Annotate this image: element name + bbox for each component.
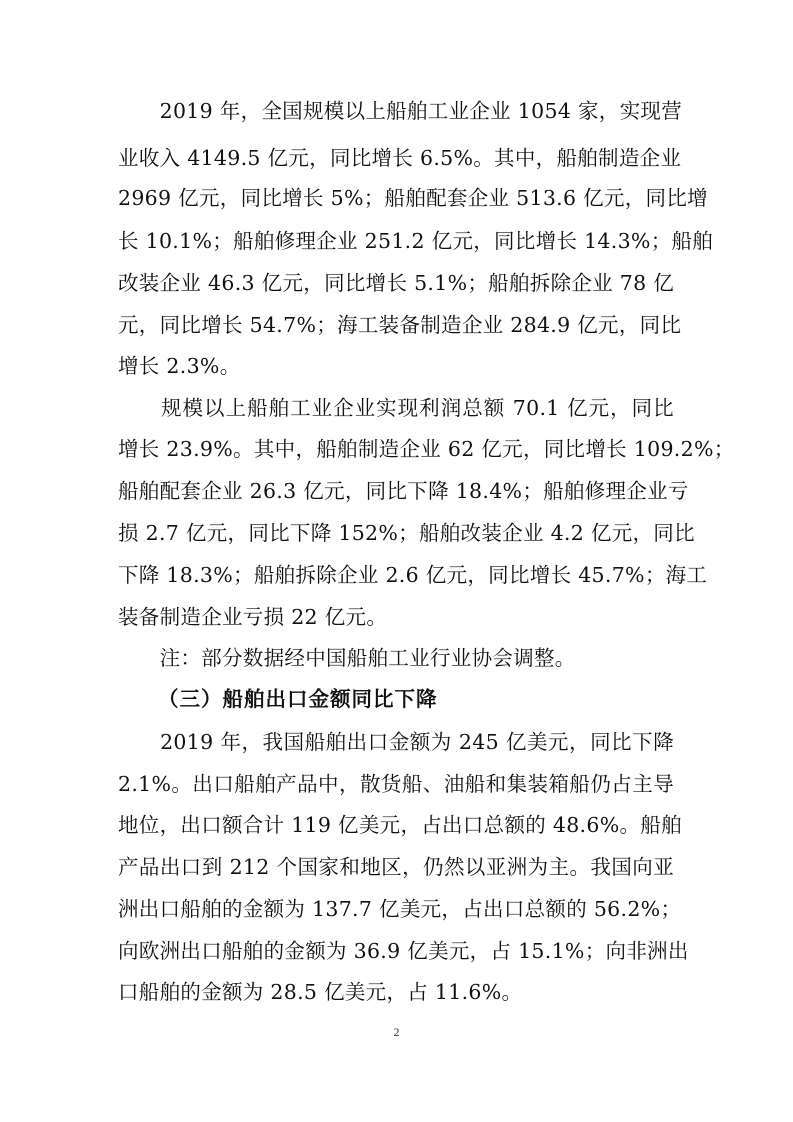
export-paragraph-line-7: 口船舶的金额为 28.5 亿美元，占 11.6%。 [118, 980, 523, 1004]
export-paragraph-line-4: 产品出口到 212 个国家和地区，仍然以亚洲为主。我国向亚 [118, 855, 674, 879]
paragraph-2-line-6: 装备制造企业亏损 22 亿元。 [118, 605, 388, 629]
paragraph-1-line-1: 2019 年，全国规模以上船舶工业企业 1054 家，实现营 [118, 99, 682, 123]
paragraph-1-line-3: 2969 亿元，同比增长 5%；船舶配套企业 513.6 亿元，同比增 [118, 186, 708, 210]
export-paragraph-line-3: 地位，出口额合计 119 亿美元，占出口总额的 48.6%。船舶 [118, 813, 682, 837]
paragraph-2-line-5: 下降 18.3%；船舶拆除企业 2.6 亿元，同比增长 45.7%；海工 [118, 563, 708, 587]
paragraph-2-line-1: 规模以上船舶工业企业实现利润总额 70.1 亿元，同比 [118, 396, 674, 420]
page-number: 2 [393, 1025, 400, 1039]
paragraph-1-line-5: 改装企业 46.3 亿元，同比增长 5.1%；船舶拆除企业 78 亿 [118, 271, 675, 295]
export-paragraph-line-2: 2.1%。出口船舶产品中，散货船、油船和集装箱船仍占主导 [118, 772, 674, 796]
data-adjustment-note: 注：部分数据经中国船舶工业行业协会调整。 [118, 646, 576, 670]
export-paragraph-line-1: 2019 年，我国船舶出口金额为 245 亿美元，同比下降 [118, 730, 674, 754]
paragraph-2-line-4: 损 2.7 亿元，同比下降 152%；船舶改装企业 4.2 亿元，同比 [118, 521, 695, 545]
paragraph-2-line-2: 增长 23.9%。其中，船舶制造企业 62 亿元，同比增长 109.2%； [118, 437, 735, 461]
export-paragraph-line-5: 洲出口船舶的金额为 137.7 亿美元，占出口总额的 56.2%； [118, 897, 682, 921]
paragraph-2-line-3: 船舶配套企业 26.3 亿元，同比下降 18.4%；船舶修理企业亏 [118, 479, 689, 503]
paragraph-1-line-6: 元，同比增长 54.7%；海工装备制造企业 284.9 亿元，同比 [118, 313, 682, 337]
section-heading: （三）船舶出口金额同比下降 [158, 687, 438, 711]
paragraph-1-line-7: 增长 2.3%。 [118, 354, 241, 378]
paragraph-1-line-2: 业收入 4149.5 亿元，同比增长 6.5%。其中，船舶制造企业 [118, 146, 682, 170]
export-paragraph-line-6: 向欧洲出口船舶的金额为 36.9 亿美元，占 15.1%；向非洲出 [118, 939, 689, 963]
paragraph-1-line-4: 长 10.1%；船舶修理企业 251.2 亿元，同比增长 14.3%；船舶 [118, 229, 714, 253]
